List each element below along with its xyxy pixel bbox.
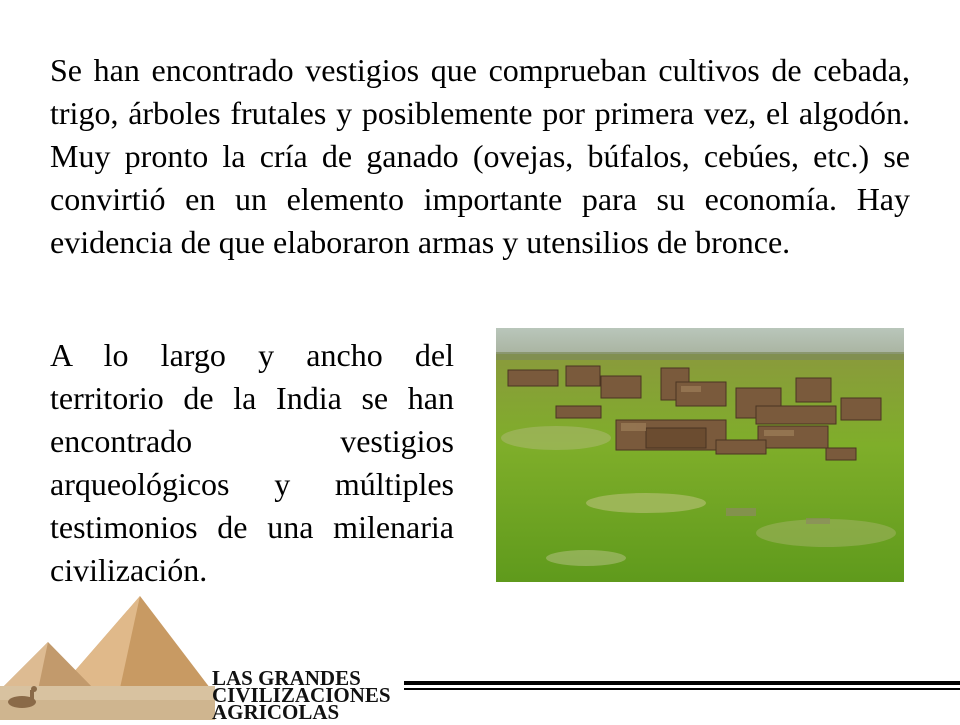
archaeological-ruins-photo [496,328,904,582]
side-paragraph: A lo largo y ancho del territorio de la India se han encontrado vestigios arqueológicos y múltiples testimonios de una milenaria civilización. [50,337,454,588]
footer-rule-thin [404,688,960,690]
intro-paragraph: Se han encontrado vestigios que comprueban cultivos de cebada, trigo, árboles frutales y posiblemente por primera vez, el algodón. Muy pronto la cría de ganado (ovejas, búfalos, cebúes, etc.) se convirtió en un elemento importante para su economía. Hay evidencia de que elaboraron armas y utensilios de bronce. [50,52,910,260]
pyramids-decoration [0,590,215,720]
footer-rule-thick [404,681,960,685]
footer-title: LAS GRANDES CIVILIZACIONES AGRICOLAS [212,670,391,720]
